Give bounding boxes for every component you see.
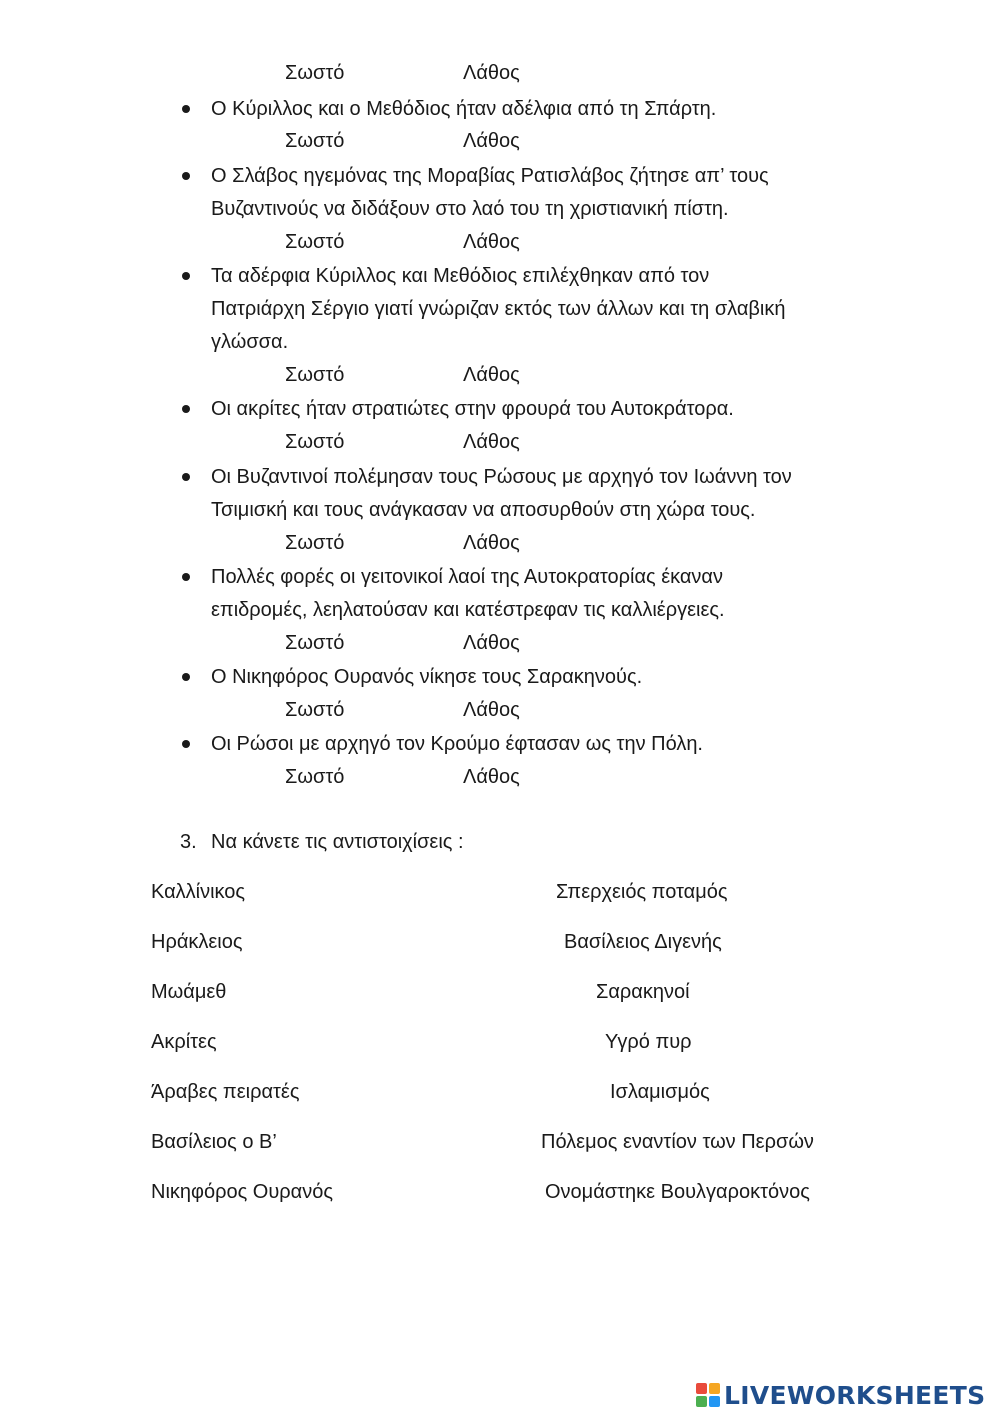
option-false[interactable]: Λάθος (463, 431, 520, 453)
statement-line: Ο Σλάβος ηγεμόνας της Μοραβίας Ρατισλάβος ζήτησε απ’ τους (211, 165, 769, 187)
option-false[interactable]: Λάθος (463, 632, 520, 654)
statement-line: Ο Κύριλλος και ο Μεθόδιος ήταν αδέλφια από τη Σπάρτη. (211, 98, 717, 120)
statement-line: Τα αδέρφια Κύριλλος και Μεθόδιος επιλέχθηκαν από τον (211, 265, 710, 287)
bullet (182, 673, 190, 681)
option-true[interactable]: Σωστό (285, 532, 345, 554)
option-true[interactable]: Σωστό (285, 431, 345, 453)
option-false[interactable]: Λάθος (463, 62, 520, 84)
bullet (182, 473, 190, 481)
option-true[interactable]: Σωστό (285, 130, 345, 152)
liveworksheets-logo (696, 1378, 985, 1412)
match-left-item[interactable]: Νικηφόρος Ουρανός (151, 1181, 333, 1203)
bullet (182, 272, 190, 280)
section-title: Να κάνετε τις αντιστοιχίσεις : (211, 831, 464, 853)
statement-line: Πολλές φορές οι γειτονικοί λαοί της Αυτοκρατορίας έκαναν (211, 566, 723, 588)
bullet (182, 105, 190, 113)
option-true[interactable]: Σωστό (285, 766, 345, 788)
statement-line: Τσιμισκή και τους ανάγκασαν να αποσυρθούν στη χώρα τους. (211, 499, 756, 521)
match-right-item[interactable]: Ονομάστηκε Βουλγαροκτόνος (545, 1181, 810, 1203)
section-number: 3. (180, 831, 197, 853)
statement-line: Οι Βυζαντινοί πολέμησαν τους Ρώσους με αρχηγό τον Ιωάννη τον (211, 466, 792, 488)
match-right-item[interactable]: Πόλεμος εναντίον των Περσών (541, 1131, 814, 1153)
match-left-item[interactable]: Άραβες πειρατές (151, 1081, 300, 1103)
option-false[interactable]: Λάθος (463, 699, 520, 721)
match-right-item[interactable]: Βασίλειος Διγενής (564, 931, 722, 953)
match-right-item[interactable]: Υγρό πυρ (605, 1031, 692, 1053)
statement-line: Πατριάρχη Σέργιο γιατί γνώριζαν εκτός των άλλων και τη σλαβική (211, 298, 786, 320)
option-false[interactable]: Λάθος (463, 231, 520, 253)
option-true[interactable]: Σωστό (285, 231, 345, 253)
statement-line: επιδρομές, λεηλατούσαν και κατέστρεφαν τις καλλιέργειες. (211, 599, 725, 621)
match-left-item[interactable]: Καλλίνικος (151, 881, 246, 903)
statement-line: Ο Νικηφόρος Ουρανός νίκησε τους Σαρακηνούς. (211, 666, 643, 688)
match-right-item[interactable]: Σπερχειός ποταμός (556, 881, 728, 903)
match-left-item[interactable]: Ηράκλειος (151, 931, 243, 953)
match-left-item[interactable]: Βασίλειος ο Β’ (151, 1131, 277, 1153)
match-right-item[interactable]: Ισλαμισμός (610, 1081, 710, 1103)
match-right-item[interactable]: Σαρακηνοί (596, 981, 690, 1003)
option-true[interactable]: Σωστό (285, 62, 345, 84)
match-left-item[interactable]: Μωάμεθ (151, 981, 227, 1003)
option-true[interactable]: Σωστό (285, 632, 345, 654)
statement-line: Βυζαντινούς να διδάξουν στο λαό του τη χριστιανική πίστη. (211, 198, 729, 220)
option-false[interactable]: Λάθος (463, 766, 520, 788)
bullet (182, 405, 190, 413)
statement-line: Οι ακρίτες ήταν στρατιώτες στην φρουρά του Αυτοκράτορα. (211, 398, 734, 420)
bullet (182, 573, 190, 581)
bullet (182, 740, 190, 748)
statement-line: γλώσσα. (211, 331, 289, 353)
option-false[interactable]: Λάθος (463, 532, 520, 554)
option-true[interactable]: Σωστό (285, 699, 345, 721)
logo-grid-icon (696, 1383, 720, 1407)
statement-line: Οι Ρώσοι με αρχηγό τον Κρούμο έφτασαν ως την Πόλη. (211, 733, 703, 755)
brand-name: LIVEWORKSHEETS (724, 1380, 986, 1410)
option-true[interactable]: Σωστό (285, 364, 345, 386)
option-false[interactable]: Λάθος (463, 364, 520, 386)
option-false[interactable]: Λάθος (463, 130, 520, 152)
match-left-item[interactable]: Ακρίτες (151, 1031, 217, 1053)
bullet (182, 172, 190, 180)
